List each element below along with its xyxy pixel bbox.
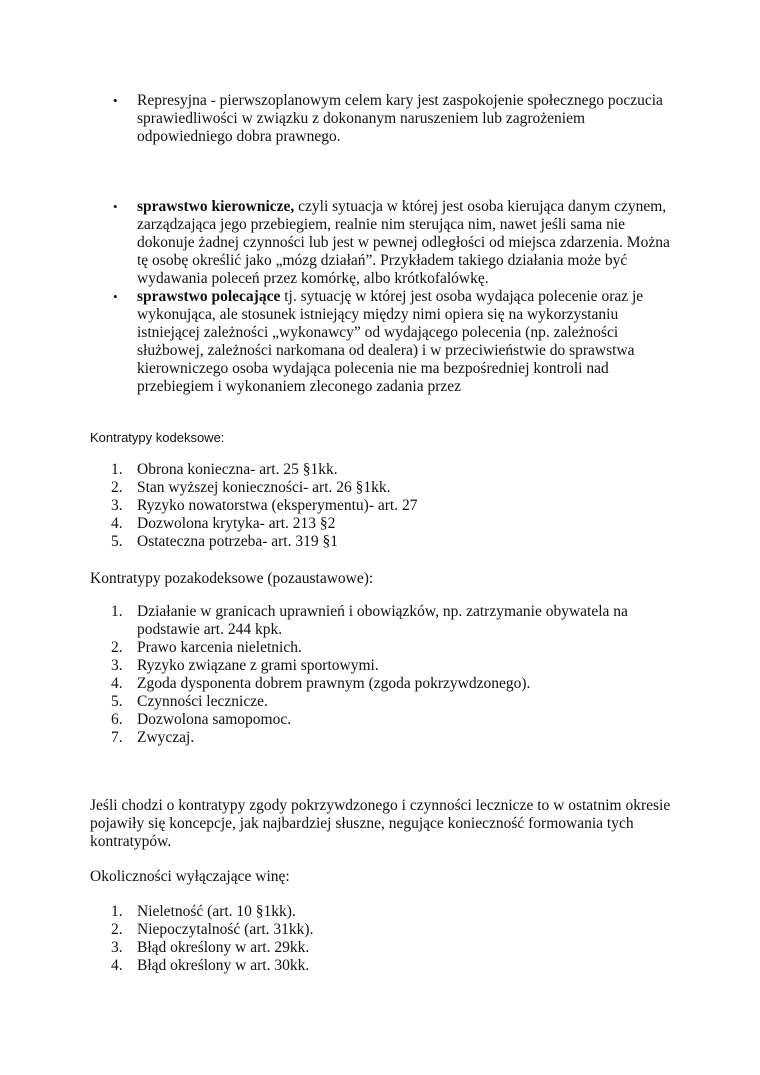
list-item-text: tj. sytuację w której jest osoba wydająca polecenie oraz je wykonująca, ale stosunek istniejący między nimi opiera się na wykorzystaniu istniejącej zależności „wykonawcy” od wydającego polecenia (np. zależności służbowej, zależności narkomana od dealera) i w przeciwieństwie do sprawstwa kierowniczego osoba wydająca polecenia nie ma bezpośredniej kontroli nad przebiegiem i wykonaniem zleconego zadania przez bbox=[137, 288, 644, 395]
list-item-bold: sprawstwo polecające bbox=[137, 288, 281, 305]
list-item-text: Represyjna - pierwszoplanowym celem kary jest zaspokojenie społecznego poczucia sprawiedliwości w związku z dokonanym naruszeniem lub zagrożeniem odpowiedniego dobra prawnego. bbox=[137, 92, 663, 145]
list-item-text: Zwyczaj. bbox=[137, 729, 195, 746]
list-item-number: 2. bbox=[111, 921, 123, 938]
list-item-number: 6. bbox=[111, 711, 123, 728]
list-item-text: czyli sytuacja w której jest osoba kierująca danym czynem, zarządzająca jego przebiegiem, realnie nim sterująca nim, nawet jeśli sama nie dokonuje żadnej czynności lub jest w pewnej odległości od miejsca zdarzenia. Można tę osobę określić jako „mózg działań”. Przykładem takiego działania może być wydawania poleceń przez komórkę, albo krótkofalówkę. bbox=[137, 198, 670, 287]
list-item bbox=[111, 939, 677, 957]
list-item-bold: sprawstwo kierownicze, bbox=[137, 198, 295, 215]
numbered-list-kodeksowe bbox=[111, 461, 677, 551]
list-item-number: 5. bbox=[111, 533, 123, 550]
list-item-number: 5. bbox=[111, 693, 123, 710]
list-item-number: 4. bbox=[111, 515, 123, 532]
list-item bbox=[111, 657, 677, 675]
bullet-icon: • bbox=[113, 289, 118, 304]
numbered-list-pozakodeksowe bbox=[111, 603, 677, 747]
list-item-number: 4. bbox=[111, 957, 123, 974]
list-item-text: Stan wyższej konieczności- art. 26 §1kk. bbox=[137, 479, 391, 496]
list-item-text: Działanie w granicach uprawnień i obowiązków, np. zatrzymanie obywatela na podstawie art. 244 kpk. bbox=[137, 603, 628, 638]
list-item bbox=[111, 729, 677, 747]
list-item-text: Zgoda dysponenta dobrem prawnym (zgoda pokrzywdzonego). bbox=[137, 675, 531, 692]
list-item bbox=[111, 921, 677, 939]
list-item-text: Błąd określony w art. 30kk. bbox=[137, 957, 310, 974]
list-item-number: 3. bbox=[111, 497, 123, 514]
bullet-list-represyjna bbox=[113, 92, 672, 146]
list-item bbox=[113, 92, 672, 146]
bullet-list-sprawstwo bbox=[113, 198, 672, 396]
list-item bbox=[111, 639, 677, 657]
list-item bbox=[111, 533, 677, 551]
list-item-number: 3. bbox=[111, 939, 123, 956]
list-item bbox=[111, 711, 677, 729]
list-item-text: Prawo karcenia nieletnich. bbox=[137, 639, 302, 656]
list-item bbox=[111, 479, 677, 497]
list-item-text: Błąd określony w art. 29kk. bbox=[137, 939, 310, 956]
list-item-text: Obrona konieczna- art. 25 §1kk. bbox=[137, 461, 338, 478]
list-item-number: 3. bbox=[111, 657, 123, 674]
list-item-number: 4. bbox=[111, 675, 123, 692]
heading-kontratypy-pozakodeksowe: Kontratypy pozakodeksowe (pozaustawowe): bbox=[90, 570, 374, 587]
list-item-number: 7. bbox=[111, 729, 123, 746]
list-item-text: Dozwolona krytyka- art. 213 §2 bbox=[137, 515, 336, 532]
numbered-list-okolicznosci bbox=[111, 903, 677, 975]
list-item-number: 1. bbox=[111, 603, 123, 620]
heading-kontratypy-kodeksowe: Kontratypy kodeksowe: bbox=[90, 430, 225, 445]
list-item bbox=[111, 957, 677, 975]
list-item bbox=[111, 497, 677, 515]
list-item-text: Ryzyko związane z grami sportowymi. bbox=[137, 657, 379, 674]
list-item bbox=[113, 198, 672, 288]
list-item-number: 2. bbox=[111, 639, 123, 656]
list-item bbox=[111, 693, 677, 711]
list-item-text: Ryzyko nowatorstwa (eksperymentu)- art. 27 bbox=[137, 497, 418, 514]
paragraph-kontratypy-koncepcje: Jeśli chodzi o kontratypy zgody pokrzywdzonego i czynności lecznicze to w ostatnim okresie pojawiły się koncepcje, jak najbardziej słuszne, negujące konieczność formowania tych kontratypów. bbox=[90, 797, 671, 850]
list-item-number: 1. bbox=[111, 903, 123, 920]
list-item bbox=[111, 461, 677, 479]
list-item-text: Niepoczytalność (art. 31kk). bbox=[137, 921, 314, 938]
list-item-text: Ostateczna potrzeba- art. 319 §1 bbox=[137, 533, 338, 550]
list-item bbox=[111, 603, 677, 639]
list-item-text: Nieletność (art. 10 §1kk). bbox=[137, 903, 296, 920]
list-item-text: Czynności lecznicze. bbox=[137, 693, 268, 710]
list-item-text: Dozwolona samopomoc. bbox=[137, 711, 292, 728]
list-item-number: 2. bbox=[111, 479, 123, 496]
list-item bbox=[111, 903, 677, 921]
heading-okolicznosci: Okoliczności wyłączające winę: bbox=[90, 868, 290, 885]
list-item bbox=[111, 515, 677, 533]
list-item bbox=[111, 675, 677, 693]
bullet-icon: • bbox=[113, 199, 118, 214]
list-item bbox=[113, 288, 672, 396]
list-item-number: 1. bbox=[111, 461, 123, 478]
bullet-icon: • bbox=[113, 93, 118, 108]
